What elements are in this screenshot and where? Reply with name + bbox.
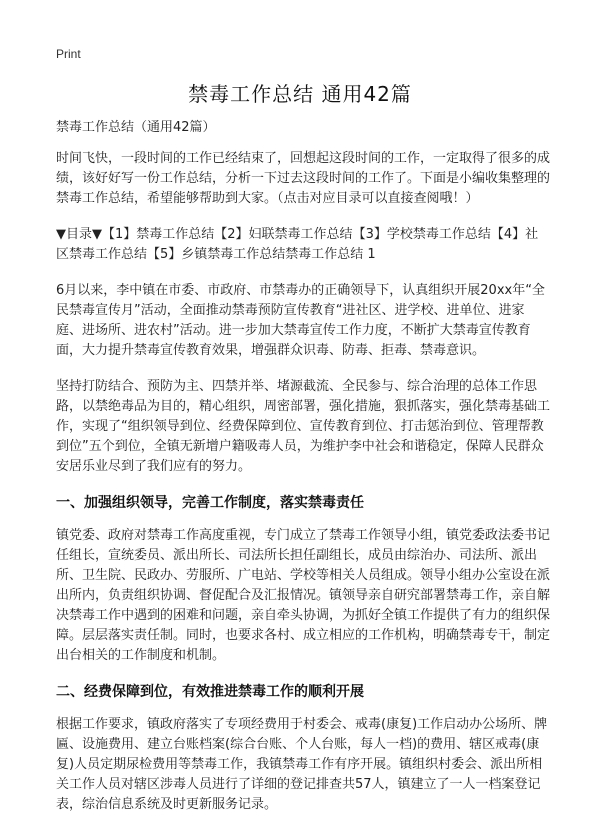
toc-item-4[interactable]: 【4】社区禁毒工作总结: [56, 227, 539, 262]
document-body: [56, 118, 550, 831]
section-1-heading: 一、加强组织领导，完善工作制度，落实禁毒责任: [56, 495, 364, 511]
paragraph-1: 6月以来，李中镇在市委、市政府、市禁毒办的正确领导下，认真组织开展20xx年“全民禁毒宣传月”活动，全面推动禁毒预防宣传教育“进社区、进学校、进单位、进家庭、进场所、进农村”活动。进一步加大禁毒宣传工作力度，不断扩大禁毒宣传教育面，大力提升禁毒宣传教育效果，增强群众识毒、防毒、拒毒、禁毒意识。: [56, 283, 545, 358]
document-title: 禁毒工作总结 通用42篇: [188, 82, 412, 106]
print-link[interactable]: Print: [56, 47, 81, 61]
paragraph-2: 坚持打防结合、预防为主、四禁并举、堵源截流、全民参与、综合治理的总体工作思路，以禁绝毒品为目的，精心组织，周密部署，强化措施，狠抓落实，强化禁毒基础工作，实现了“组织领导到位、经费保障到位、宣传教育到位、打击惩治到位、管理帮教到位”五个到位，全镇无新增户籍吸毒人员，为维护李中社会和谐稳定，保障人民群众安居乐业尽到了我们应有的努力。: [56, 379, 551, 474]
section-2-heading: 二、经费保障到位，有效推进禁毒工作的顺利开展: [56, 684, 364, 700]
table-of-contents: [56, 225, 550, 265]
toc-item-2[interactable]: 【2】妇联禁毒工作总结: [214, 227, 353, 242]
toc-item-3[interactable]: 【3】学校禁毒工作总结: [352, 227, 491, 242]
document-subtitle: 禁毒工作总结（通用42篇）: [56, 120, 216, 135]
toc-item-5[interactable]: 【5】乡镇禁毒工作总结禁毒工作总结 1: [147, 247, 376, 262]
section-1-paragraph: 镇党委、政府对禁毒工作高度重视，专门成立了禁毒工作领导小组，镇党委政法委书记任组长，宣统委员、派出所长、司法所长担任副组长，成员由综治办、司法所、派出所、卫生院、民政办、劳服所、广电站、学校等相关人员组成。领导小组办公室设在派出所内，负责组织协调、督促配合及汇报情况。镇领导亲自研究部署禁毒工作，亲自解决禁毒工作中遇到的困难和问题，亲自牵头协调，为抓好全镇工作提供了有力的组织保障。层层落实责任制。同时，也要求各村、成立相应的工作机构，明确禁毒专干，制定出台相关的工作制度和机制。: [56, 528, 551, 663]
intro-paragraph: 时间飞快，一段时间的工作已经结束了，回想起这段时间的工作，一定取得了很多的成绩，该好好写一份工作总结，分析一下过去这段时间的工作了。下面是小编收集整理的禁毒工作总结，希望能够帮助到大家。（点击对应目录可以直接查阅哦！）: [56, 151, 551, 206]
toc-item-1[interactable]: 【1】禁毒工作总结: [102, 227, 215, 242]
section-2-paragraph: 根据工作要求，镇政府落实了专项经费用于村委会、戒毒(康复)工作启动办公场所、牌匾、设施费用、建立台账档案(综合台账、个人台账，每人一档)的费用、辖区戒毒(康复)人员定期尿检费用等禁毒工作，我镇禁毒工作有序开展。镇组织村委会、派出所相关工作人员对辖区涉毒人员进行了详细的登记排查共57人，镇建立了一人一档案登记表，综治信息系统及时更新服务记录。: [56, 717, 548, 812]
toc-prefix: ▼目录▼: [56, 227, 102, 242]
